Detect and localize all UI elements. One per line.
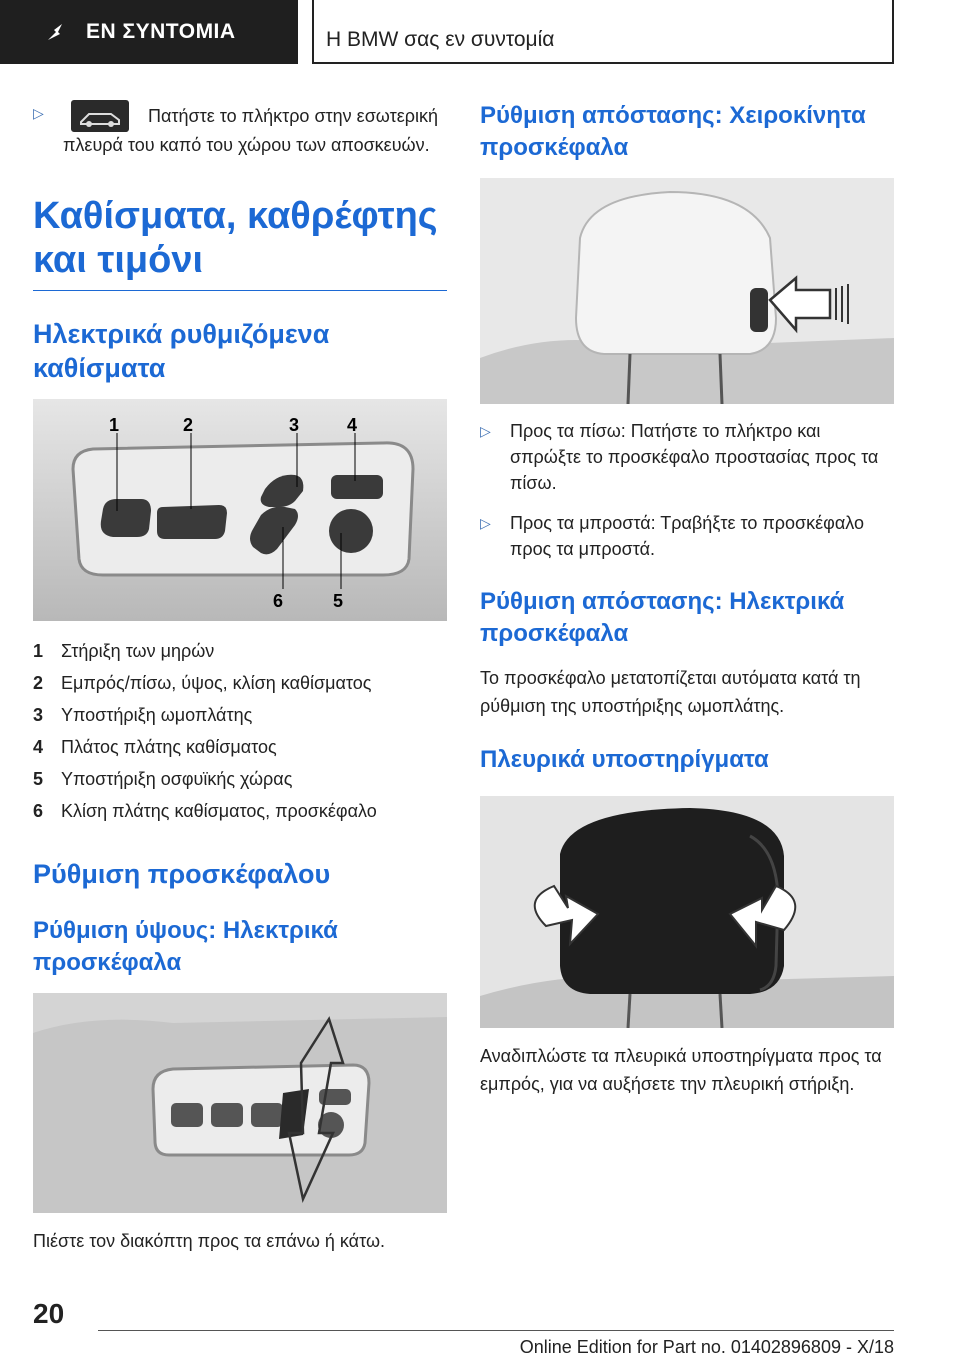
side-support-figure <box>480 796 894 1028</box>
intro-bullet <box>33 100 447 158</box>
side-support-heading: Πλευρικά υποστηρίγματα <box>480 746 769 773</box>
trunk-button-icon <box>71 100 129 132</box>
legend-item: 1 Στήριξη των μηρών <box>33 641 215 661</box>
manual-headrest-figure <box>480 178 894 404</box>
bullet-back: ▷ Προς τα πίσω: Πατήστε το πλήκτρο και σπρώξτε το προσκέφαλο προστασίας προς τα πίσω. <box>480 418 894 496</box>
legend-item: 2 Εμπρός/πίσω, ύψος, κλίση καθίσματος <box>33 673 372 693</box>
side-support-text: Αναδιπλώστε τα πλευρικά υποστηρίγματα προς τα εμπρός, για να αυξήσετε την πλευρική στήριξη. <box>480 1046 882 1094</box>
intro-bullet-text: Πατήστε το πλήκτρο στην εσωτερική πλευρά του καπό του χώρου των αποσκευών. <box>63 106 438 155</box>
seat-controls-figure <box>33 399 447 621</box>
chapter-title: Η BMW σας εν συντομία <box>326 28 555 51</box>
height-heading: Ρύθμιση ύψους: Ηλεκτρικά προσκέφαλα <box>33 917 338 976</box>
seat-label-4: 4 <box>347 415 358 435</box>
right-column <box>480 100 894 1108</box>
left-column <box>33 100 447 1265</box>
bullet-forward: ▷ Προς τα μπροστά: Τραβήξτε το προσκέφαλο προς τα μπροστά. <box>480 510 894 562</box>
seat-label-6: 6 <box>273 591 284 611</box>
manual-heading: Ρύθμιση απόστασης: Χειροκίνητα προσκέφαλα <box>480 102 866 161</box>
legend-item: 5 Υποστήριξη οσφυϊκής χώρας <box>33 769 293 789</box>
seat-label-5: 5 <box>333 591 344 611</box>
bullet-triangle-icon: ▷ <box>480 423 491 439</box>
seat-controls-legend <box>33 635 447 827</box>
legend-item: 6 Κλίση πλάτης καθίσματος, προσκέφαλο <box>33 801 377 821</box>
seat-label-2: 2 <box>183 415 194 435</box>
height-caption: Πιέστε τον διακόπτη προς τα επάνω ή κάτω. <box>33 1231 386 1251</box>
legend-item: 4 Πλάτος πλάτης καθίσματος <box>33 737 277 757</box>
legend-item: 3 Υποστήριξη ωμοπλάτης <box>33 705 253 725</box>
chapter-header <box>312 0 894 64</box>
headrest-heading: Ρύθμιση προσκέφαλου <box>33 859 331 889</box>
bullet-triangle-icon: ▷ <box>480 515 491 531</box>
section-tab-label: ΕΝ ΣΥΝΤΟΜΙΑ <box>86 20 236 43</box>
page-number: 20 <box>33 1298 65 1329</box>
subsection-heading: Ηλεκτρικά ρυθμιζόμενα καθίσματα <box>33 319 330 383</box>
footer <box>98 1330 894 1363</box>
seat-label-1: 1 <box>109 415 120 435</box>
section-tab[interactable] <box>0 0 298 64</box>
electric-heading: Ρύθμιση απόστασης: Ηλεκτρικά προσκέφαλα <box>480 588 845 647</box>
section-heading: Καθίσματα, καθρέφτης και τιμόνι <box>33 194 447 291</box>
headrest-height-figure <box>33 993 447 1213</box>
quick-reference-icon <box>44 20 68 44</box>
electric-text: Το προσκέφαλο μετατοπίζεται αυτόματα κατά τη ρύθμιση της υποστήριξης ωμοπλάτης. <box>480 668 861 716</box>
seat-label-3: 3 <box>289 415 300 435</box>
edition-text: Online Edition for Part no. 01402896809 - X/18 <box>519 1337 894 1357</box>
bullet-triangle-icon: ▷ <box>33 105 44 121</box>
